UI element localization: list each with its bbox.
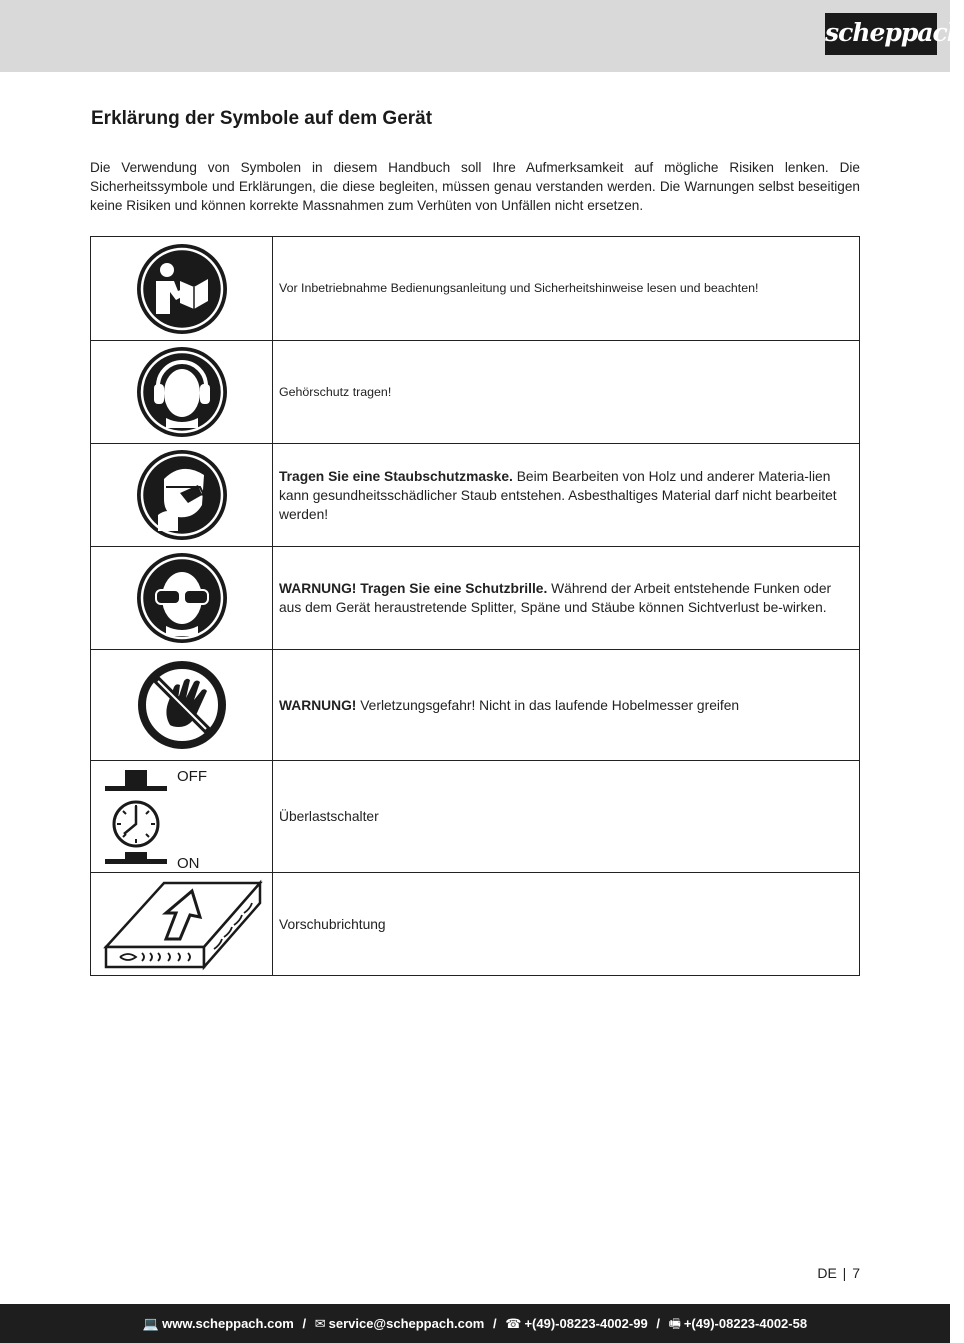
row-bold-text: WARNUNG! (279, 697, 357, 713)
footer-email[interactable]: service@scheppach.com (328, 1316, 485, 1331)
overload-switch-icon (105, 764, 255, 870)
dust-mask-icon (136, 449, 228, 541)
phone-icon: ☎ (505, 1316, 522, 1331)
table-row (91, 650, 860, 761)
row-text: Beim Bearbeiten von Holz und anderer Materia-lien kann gesundheitsschädlicher Staub entstehen. Asbesthaltiges Material darf nicht bearbeitet werden! (279, 468, 837, 522)
mail-icon: ✉ (314, 1316, 326, 1331)
table-row (91, 341, 860, 444)
page-separator: | (842, 1265, 847, 1281)
footer-fax: +(49)-08223-4002-58 (683, 1316, 808, 1331)
row-text: Verletzungsgefahr! Nicht in das laufende Hobelmesser greifen (356, 697, 740, 713)
symbol-table (90, 236, 860, 976)
footer-contact-bar (0, 1304, 950, 1343)
table-row (91, 761, 860, 873)
fax-icon: 🖷 (668, 1316, 681, 1331)
page-title: Erklärung der Symbole auf dem Gerät (91, 108, 433, 129)
row-text: Vorschubrichtung (279, 916, 386, 932)
table-row (91, 547, 860, 650)
row-bold-text: Tragen Sie eine Staubschutzmaske. (279, 468, 513, 484)
footer-phone: +(49)-08223-4002-99 (524, 1316, 648, 1331)
footer-separator: / (493, 1316, 497, 1331)
table-row (91, 237, 860, 341)
table-row (91, 444, 860, 547)
safety-goggles-icon (136, 552, 228, 644)
page-number-value: 7 (852, 1265, 860, 1281)
footer-web[interactable]: www.scheppach.com (162, 1316, 294, 1331)
computer-icon: 💻 (142, 1316, 160, 1331)
row-text: Gehörschutz tragen! (279, 384, 392, 399)
no-hands-icon (136, 659, 228, 751)
feed-direction-icon (102, 877, 262, 971)
intro-paragraph: Die Verwendung von Symbolen in diesem Handbuch soll Ihre Aufmerksamkeit auf mögliche Risiken lenken. Die Sicherheitssymbole und Erklärungen, die diese begleiten, müssen genau verstanden werden. Die Warnungen selbst beseitigen keine Risiken und können korrekte Massnahmen zum Verhüten von Unfällen nicht ersetzen. (90, 160, 860, 213)
brand-logo: scheppach (825, 13, 937, 55)
page-number (800, 1265, 860, 1281)
on-label: ON (177, 854, 200, 872)
row-text: Überlastschalter (279, 809, 379, 824)
header-band (0, 0, 964, 72)
page-lang: DE (817, 1265, 837, 1281)
ear-protection-icon (136, 346, 228, 438)
footer-separator: / (302, 1316, 307, 1331)
row-text: Während der Arbeit entstehende Funken oder aus dem Gerät heraustretende Splitter, Späne und Stäube können Sichtverlust be-wirken. (279, 581, 832, 615)
row-bold-text: WARNUNG! Tragen Sie eine Schutzbrille. (279, 581, 548, 596)
row-text: Vor Inbetriebnahme Bedienungsanleitung und Sicherheitshinweise lesen und beachten! (279, 281, 759, 295)
table-row (91, 873, 860, 976)
read-manual-icon (136, 243, 228, 335)
footer-separator: / (656, 1316, 660, 1331)
off-label: OFF (177, 767, 207, 785)
